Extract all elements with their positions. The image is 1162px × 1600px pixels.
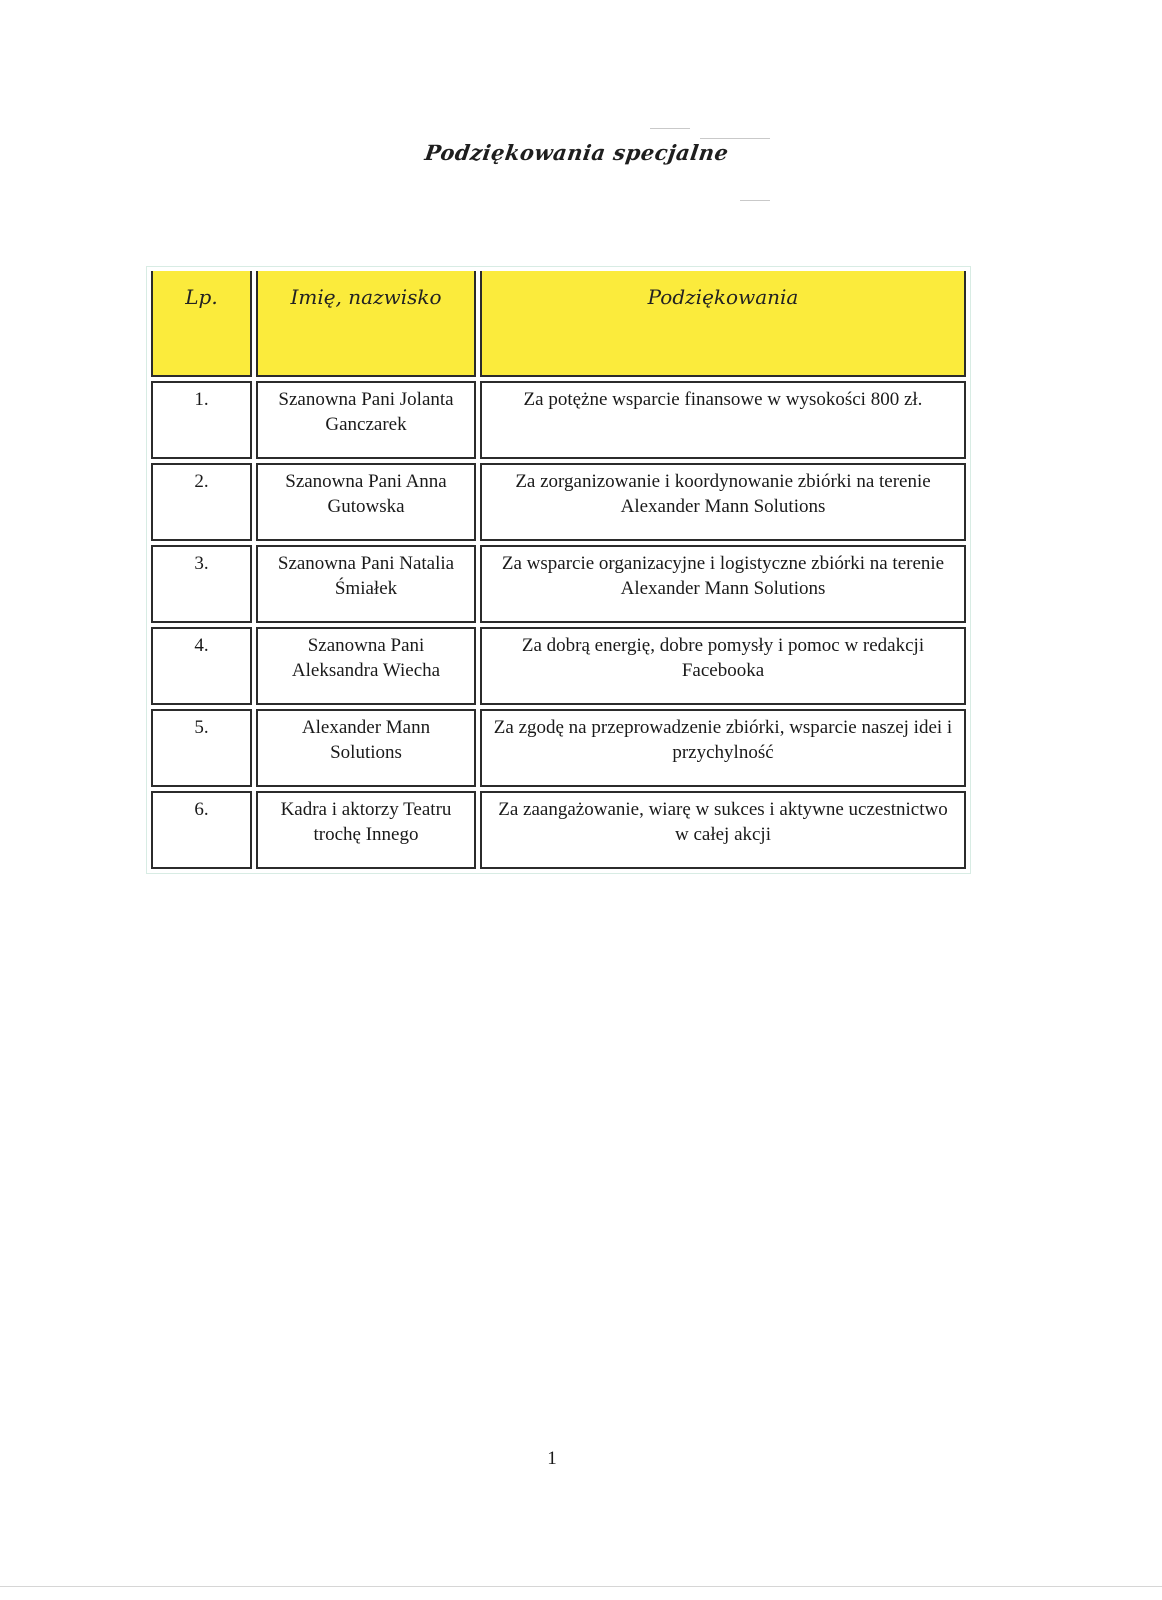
row-thanks: Za dobrą energię, dobre pomysły i pomoc w redakcji Facebooka bbox=[480, 627, 966, 705]
table-row bbox=[151, 545, 966, 623]
scan-artifact bbox=[650, 128, 690, 129]
scan-artifact bbox=[740, 200, 770, 201]
row-thanks: Za wsparcie organizacyjne i logistyczne zbiórki na terenie Alexander Mann Solutions bbox=[480, 545, 966, 623]
row-name: Szanowna Pani Jolanta Ganczarek bbox=[256, 381, 476, 459]
row-thanks: Za zgodę na przeprowadzenie zbiórki, wsparcie naszej idei i przychylność bbox=[480, 709, 966, 787]
row-lp: 6. bbox=[151, 791, 252, 869]
header-thanks: Podziękowania bbox=[480, 271, 966, 377]
table-row bbox=[151, 791, 966, 869]
scan-artifact bbox=[700, 138, 770, 139]
row-lp: 2. bbox=[151, 463, 252, 541]
row-thanks: Za zaangażowanie, wiarę w sukces i aktywne uczestnictwo w całej akcji bbox=[480, 791, 966, 869]
header-lp: Lp. bbox=[151, 271, 252, 377]
row-name: Kadra i aktorzy Teatru trochę Innego bbox=[256, 791, 476, 869]
thanks-table bbox=[146, 266, 971, 874]
table-row bbox=[151, 627, 966, 705]
row-name: Szanowna Pani Aleksandra Wiecha bbox=[256, 627, 476, 705]
row-name: Szanowna Pani Anna Gutowska bbox=[256, 463, 476, 541]
row-lp: 4. bbox=[151, 627, 252, 705]
row-lp: 5. bbox=[151, 709, 252, 787]
page-number: 1 bbox=[547, 1448, 557, 1469]
row-name: Alexander Mann Solutions bbox=[256, 709, 476, 787]
row-thanks: Za zorganizowanie i koordynowanie zbiórki na terenie Alexander Mann Solutions bbox=[480, 463, 966, 541]
header-name: Imię, nazwisko bbox=[256, 271, 476, 377]
row-lp: 1. bbox=[151, 381, 252, 459]
table-header-row bbox=[151, 271, 966, 377]
table-row bbox=[151, 381, 966, 459]
page-bottom-edge bbox=[0, 1586, 1162, 1587]
row-thanks: Za potężne wsparcie finansowe w wysokości 800 zł. bbox=[480, 381, 966, 459]
table-row bbox=[151, 463, 966, 541]
table-row bbox=[151, 709, 966, 787]
page-title: Podziękowania specjalne bbox=[423, 140, 731, 165]
row-lp: 3. bbox=[151, 545, 252, 623]
row-name: Szanowna Pani Natalia Śmiałek bbox=[256, 545, 476, 623]
